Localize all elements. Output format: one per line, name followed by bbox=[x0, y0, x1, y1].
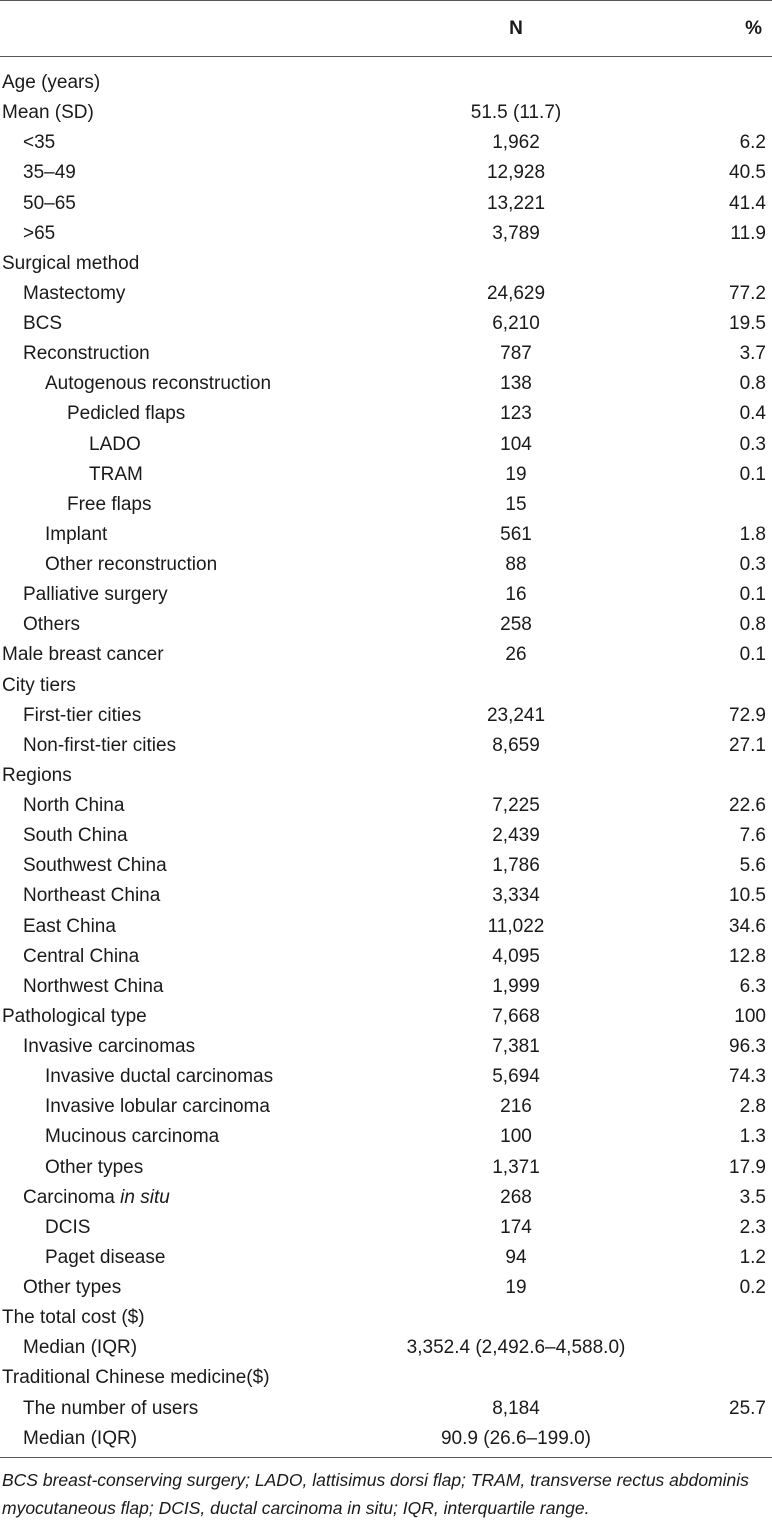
table-row bbox=[0, 520, 772, 550]
table-row bbox=[0, 881, 772, 911]
row-label bbox=[0, 821, 128, 851]
row-label bbox=[0, 1062, 273, 1092]
row-label bbox=[0, 1002, 147, 1032]
table-body bbox=[0, 68, 772, 1454]
cell-n: 51.5 (11.7) bbox=[470, 102, 562, 124]
row-label-text: Others bbox=[23, 614, 81, 636]
row-label bbox=[0, 1303, 145, 1333]
cell-n: 787 bbox=[500, 343, 532, 365]
row-label bbox=[0, 520, 107, 550]
table-row bbox=[0, 1213, 772, 1243]
cell-percent: 0.2 bbox=[739, 1277, 766, 1298]
cell-n: 5,694 bbox=[492, 1066, 540, 1088]
cell-percent: 100 bbox=[734, 1005, 766, 1027]
cell-percent: 22.6 bbox=[729, 795, 766, 816]
cell-n: 6,210 bbox=[492, 313, 540, 334]
table-row bbox=[0, 460, 772, 490]
row-label bbox=[0, 550, 217, 580]
row-label-text: Southwest China bbox=[23, 855, 167, 877]
table-row bbox=[0, 580, 772, 610]
table-row bbox=[0, 309, 772, 339]
table-row bbox=[0, 701, 772, 731]
table-row bbox=[0, 640, 772, 670]
table-row bbox=[0, 610, 772, 640]
row-label bbox=[0, 158, 76, 188]
row-label-text: LADO bbox=[89, 433, 141, 455]
table-row bbox=[0, 1394, 772, 1424]
cell-percent: 0.1 bbox=[739, 584, 766, 606]
cell-n: 7,381 bbox=[492, 1036, 540, 1057]
row-label-text: DCIS bbox=[45, 1216, 91, 1238]
row-label-text: TRAM bbox=[89, 463, 143, 485]
cell-n: 3,789 bbox=[492, 222, 540, 244]
row-label-text: South China bbox=[23, 825, 128, 847]
table-row bbox=[0, 1243, 772, 1273]
table-row bbox=[0, 158, 772, 188]
table-row bbox=[0, 791, 772, 821]
row-label bbox=[0, 249, 139, 279]
cell-percent: 3.5 bbox=[739, 1186, 766, 1208]
table-row bbox=[0, 1092, 772, 1122]
cell-percent: 1.8 bbox=[739, 523, 766, 545]
cell-percent: 1.2 bbox=[739, 1246, 766, 1268]
row-label-text: Invasive carcinomas bbox=[23, 1036, 196, 1057]
table-row bbox=[0, 1183, 772, 1213]
row-label bbox=[0, 1032, 195, 1062]
row-label bbox=[0, 1363, 270, 1393]
row-label-text: North China bbox=[23, 795, 125, 816]
cell-n: 1,786 bbox=[492, 855, 540, 877]
cell-percent: 0.3 bbox=[739, 433, 766, 455]
cell-n: 12,928 bbox=[486, 162, 546, 184]
row-label bbox=[0, 98, 94, 128]
row-label-text: 50–65 bbox=[23, 192, 76, 214]
cell-percent: 96.3 bbox=[729, 1036, 766, 1057]
row-label-text: Other types bbox=[23, 1277, 122, 1298]
cell-percent: 0.1 bbox=[739, 463, 766, 485]
row-label-text: Pedicled flaps bbox=[67, 403, 186, 425]
table-row bbox=[0, 1333, 772, 1363]
table-row bbox=[0, 339, 772, 369]
row-label bbox=[0, 1273, 121, 1303]
row-label bbox=[0, 339, 150, 369]
row-label-text: East China bbox=[23, 915, 116, 937]
row-label bbox=[0, 128, 55, 158]
table-row bbox=[0, 189, 772, 219]
row-label bbox=[0, 731, 176, 761]
cell-percent: 0.3 bbox=[739, 554, 766, 575]
table-row bbox=[0, 942, 772, 972]
table-row bbox=[0, 912, 772, 942]
table-row bbox=[0, 1424, 772, 1454]
row-label-text: Other reconstruction bbox=[45, 554, 218, 575]
row-label-italic: in situ bbox=[120, 1186, 170, 1208]
cell-n: 2,439 bbox=[492, 825, 540, 847]
table-row bbox=[0, 279, 772, 309]
row-label bbox=[0, 1243, 165, 1273]
bottom-rule bbox=[0, 1457, 772, 1458]
row-label bbox=[0, 1333, 137, 1363]
row-label bbox=[0, 761, 72, 791]
cell-n: 88 bbox=[505, 554, 527, 575]
row-label bbox=[0, 701, 141, 731]
row-label-text: >65 bbox=[23, 222, 56, 244]
row-label bbox=[0, 1183, 170, 1213]
cell-n: 104 bbox=[500, 433, 532, 455]
table-row bbox=[0, 851, 772, 881]
table-row bbox=[0, 972, 772, 1002]
cell-percent: 34.6 bbox=[729, 915, 766, 937]
cell-n: 90.9 (26.6–199.0) bbox=[440, 1427, 591, 1449]
cell-n: 1,999 bbox=[492, 975, 540, 997]
row-label bbox=[0, 1092, 270, 1122]
cell-n: 94 bbox=[505, 1246, 527, 1268]
row-label-text: BCS bbox=[23, 313, 63, 334]
table-row bbox=[0, 1363, 772, 1393]
cell-percent: 6.3 bbox=[739, 975, 766, 997]
row-label-text: Regions bbox=[2, 764, 72, 786]
cell-percent: 11.9 bbox=[730, 222, 766, 244]
row-label-text: Mucinous carcinoma bbox=[45, 1126, 220, 1148]
table-row bbox=[0, 128, 772, 158]
cell-n: 3,352.4 (2,492.6–4,588.0) bbox=[406, 1337, 626, 1359]
row-label bbox=[0, 972, 163, 1002]
cell-percent: 41.4 bbox=[729, 192, 766, 214]
row-label bbox=[0, 791, 124, 821]
cell-percent: 1.3 bbox=[739, 1126, 766, 1148]
table-row bbox=[0, 1122, 772, 1152]
row-label-text: Paget disease bbox=[45, 1246, 166, 1268]
row-label bbox=[0, 1122, 219, 1152]
row-label-text: Free flaps bbox=[67, 493, 152, 515]
row-label bbox=[0, 460, 143, 490]
row-label bbox=[0, 490, 151, 520]
cell-n: 1,962 bbox=[492, 132, 540, 154]
table-row bbox=[0, 671, 772, 701]
table-row bbox=[0, 1153, 772, 1183]
row-label bbox=[0, 430, 141, 460]
row-label-text: Invasive ductal carcinomas bbox=[45, 1066, 274, 1088]
row-label-text: Northwest China bbox=[23, 975, 164, 997]
row-label bbox=[0, 640, 164, 670]
table-footnote: BCS breast-conserving surgery; LADO, lattisimus dorsi flap; TRAM, transverse rectus abdominis myocutaneous flap; DCIS, ductal carcinoma in situ; IQR, interquartile range. bbox=[2, 1470, 749, 1518]
cell-n: 138 bbox=[500, 373, 532, 395]
cell-n: 1,371 bbox=[492, 1156, 540, 1178]
table-row bbox=[0, 731, 772, 761]
row-label-text: Mastectomy bbox=[23, 282, 126, 304]
row-label-text: Invasive lobular carcinoma bbox=[45, 1096, 270, 1118]
cell-n: 13,221 bbox=[486, 192, 546, 214]
cell-n: 16 bbox=[505, 584, 527, 606]
row-label bbox=[0, 851, 167, 881]
row-label bbox=[0, 671, 76, 701]
cell-n: 19 bbox=[505, 463, 527, 485]
row-label bbox=[0, 610, 80, 640]
row-label-text: Male breast cancer bbox=[2, 644, 164, 666]
row-label bbox=[0, 1213, 90, 1243]
cell-n: 258 bbox=[500, 614, 532, 636]
cell-percent: 27.1 bbox=[729, 734, 766, 756]
row-label bbox=[0, 68, 100, 98]
cell-n: 174 bbox=[500, 1216, 532, 1238]
header-n: N bbox=[509, 18, 523, 39]
cell-n: 123 bbox=[500, 403, 532, 425]
cell-percent: 2.3 bbox=[739, 1216, 766, 1238]
row-label-text: Mean (SD) bbox=[2, 102, 94, 124]
row-label-text: Age (years) bbox=[2, 72, 101, 93]
cell-percent: 0.8 bbox=[739, 614, 766, 636]
row-label bbox=[0, 1424, 137, 1454]
cell-percent: 0.1 bbox=[739, 644, 766, 666]
table-row bbox=[0, 219, 772, 249]
table-row bbox=[0, 369, 772, 399]
cell-percent: 40.5 bbox=[729, 162, 766, 184]
table-row bbox=[0, 399, 772, 429]
row-label-text: Central China bbox=[23, 945, 140, 967]
table-row bbox=[0, 1032, 772, 1062]
row-label bbox=[0, 912, 116, 942]
row-label bbox=[0, 881, 160, 911]
cell-n: 216 bbox=[500, 1096, 532, 1118]
row-label-text: Surgical method bbox=[2, 252, 140, 274]
row-label-text: Reconstruction bbox=[23, 343, 150, 365]
cell-n: 8,659 bbox=[492, 734, 540, 756]
cell-n: 4,095 bbox=[492, 945, 540, 967]
table-row bbox=[0, 761, 772, 791]
table-row bbox=[0, 1273, 772, 1303]
cell-n: 561 bbox=[500, 523, 532, 545]
table-row bbox=[0, 1062, 772, 1092]
cell-percent: 0.4 bbox=[739, 403, 766, 425]
row-label-text: Palliative surgery bbox=[23, 584, 168, 606]
row-label bbox=[0, 399, 185, 429]
row-label-text: Implant bbox=[45, 523, 108, 545]
cell-percent: 17.9 bbox=[729, 1156, 766, 1178]
row-label-text: Other types bbox=[45, 1156, 144, 1178]
cell-percent: 3.7 bbox=[739, 343, 766, 365]
cell-n: 15 bbox=[505, 493, 527, 515]
cell-percent: 0.8 bbox=[739, 373, 766, 395]
header-percent: % bbox=[745, 18, 762, 39]
cell-n: 3,334 bbox=[492, 885, 540, 907]
row-label-text: Traditional Chinese medicine($) bbox=[2, 1367, 270, 1389]
row-label-text: Median (IQR) bbox=[23, 1337, 138, 1359]
row-label bbox=[0, 189, 76, 219]
cell-n: 7,668 bbox=[492, 1005, 540, 1027]
row-label bbox=[0, 369, 271, 399]
row-label-text: Carcinoma bbox=[23, 1186, 121, 1208]
cell-n: 24,629 bbox=[486, 282, 546, 304]
table-row bbox=[0, 490, 772, 520]
row-label-text: First-tier cities bbox=[23, 704, 142, 726]
cell-percent: 5.6 bbox=[739, 855, 766, 877]
row-label-text: The number of users bbox=[23, 1397, 199, 1419]
row-label bbox=[0, 309, 62, 339]
cell-percent: 77.2 bbox=[729, 282, 766, 304]
table-row bbox=[0, 1303, 772, 1333]
table-row bbox=[0, 1002, 772, 1032]
cell-n: 19 bbox=[505, 1277, 527, 1298]
table-row bbox=[0, 249, 772, 279]
cell-n: 268 bbox=[500, 1186, 532, 1208]
cell-n: 11,022 bbox=[487, 915, 545, 937]
cell-percent: 6.2 bbox=[739, 132, 766, 154]
table-row bbox=[0, 550, 772, 580]
row-label-text: The total cost ($) bbox=[2, 1307, 145, 1329]
table-row bbox=[0, 821, 772, 851]
cell-percent: 10.5 bbox=[729, 885, 766, 907]
row-label-text: Non-first-tier cities bbox=[23, 734, 177, 756]
row-label bbox=[0, 219, 55, 249]
row-label-text: Pathological type bbox=[2, 1005, 147, 1027]
row-label bbox=[0, 580, 168, 610]
cell-percent: 2.8 bbox=[739, 1096, 766, 1118]
cell-n: 23,241 bbox=[486, 704, 546, 726]
cell-n: 7,225 bbox=[492, 795, 540, 816]
cell-n: 8,184 bbox=[492, 1397, 540, 1419]
cell-percent: 7.6 bbox=[739, 825, 766, 847]
table-row bbox=[0, 430, 772, 460]
cell-percent: 72.9 bbox=[729, 704, 766, 726]
cell-percent: 25.7 bbox=[729, 1397, 766, 1419]
row-label-text: <35 bbox=[23, 132, 56, 154]
cell-percent: 19.5 bbox=[729, 313, 766, 334]
cell-n: 100 bbox=[500, 1126, 532, 1148]
row-label-text: Autogenous reconstruction bbox=[45, 373, 272, 395]
cell-n: 26 bbox=[505, 644, 527, 666]
table-row bbox=[0, 68, 772, 98]
cell-percent: 12.8 bbox=[729, 945, 766, 967]
table-row bbox=[0, 98, 772, 128]
table-header bbox=[0, 0, 772, 56]
header-rule bbox=[0, 56, 772, 57]
row-label bbox=[0, 1394, 198, 1424]
cell-percent: 74.3 bbox=[729, 1066, 766, 1088]
row-label-text: City tiers bbox=[2, 674, 76, 696]
row-label bbox=[0, 942, 139, 972]
row-label-text: 35–49 bbox=[23, 162, 76, 184]
row-label bbox=[0, 1153, 143, 1183]
row-label-text: Median (IQR) bbox=[23, 1427, 138, 1449]
row-label-text: Northeast China bbox=[23, 885, 161, 907]
row-label bbox=[0, 279, 125, 309]
